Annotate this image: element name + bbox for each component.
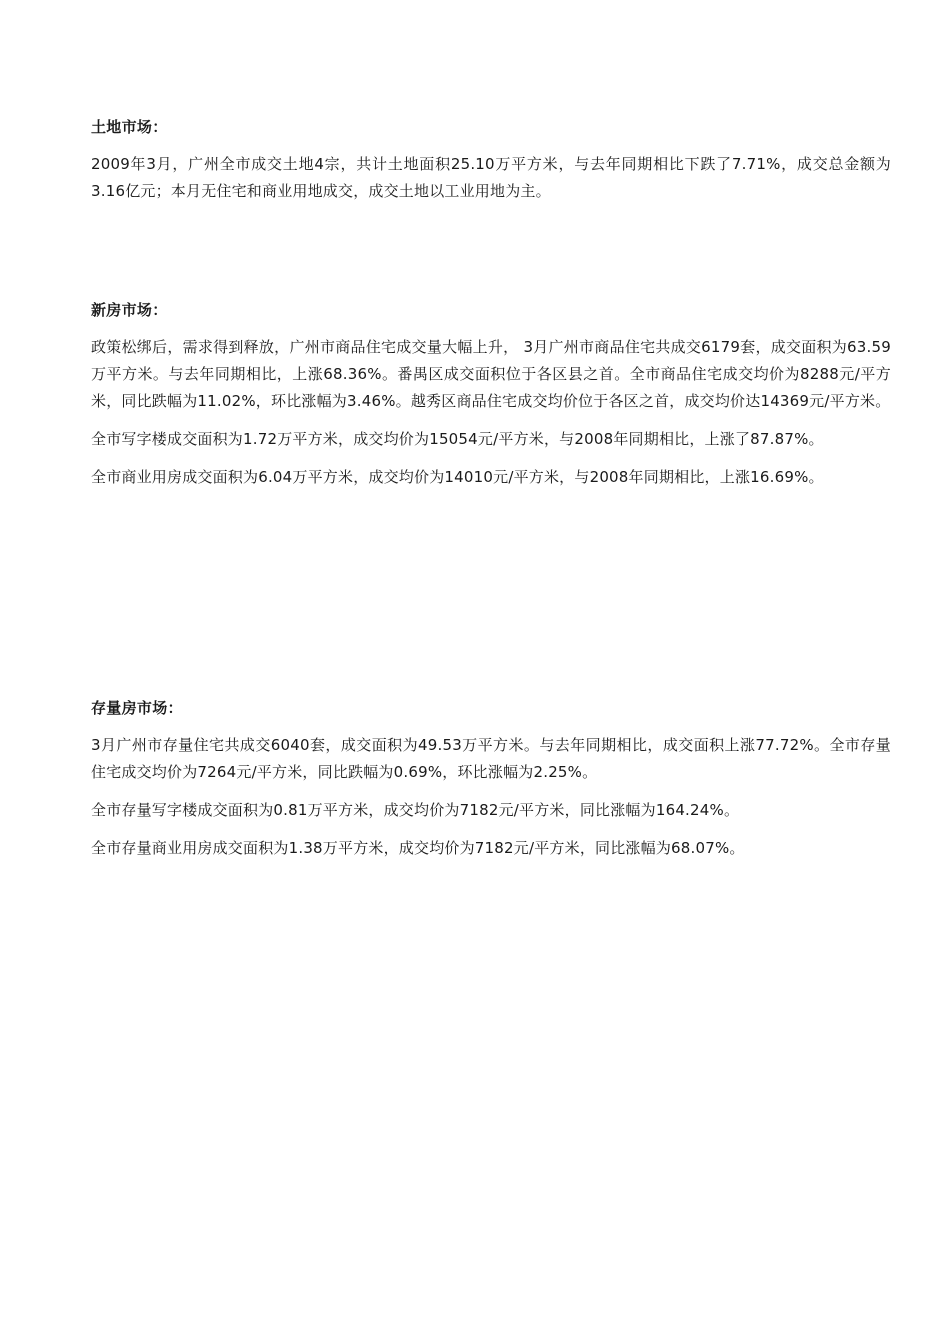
new-housing-residential-paragraph: 政策松绑后，需求得到释放，广州市商品住宅成交量大幅上升， 3月广州市商品住宅共成交6179套，成交面积为63.59万平方米。与去年同期相比，上涨68.36%。番禺区成交面积位于各区县之首。全市商品住宅成交均价为8288元/平方米，同比跌幅为11.02%，环比涨幅为3.46%。越秀区商品住宅成交均价位于各区之首，成交均价达14369元/平方米。: [91, 338, 891, 410]
stock-housing-section: [91, 698, 891, 873]
new-housing-commercial-paragraph: 全市商业用房成交面积为6.04万平方米，成交均价为14010元/平方米，与2008年同期相比，上涨16.69%。: [91, 468, 824, 486]
new-housing-section: [91, 300, 891, 502]
land-market-heading: 土地市场：: [91, 118, 168, 136]
stock-housing-heading: 存量房市场：: [91, 699, 183, 717]
stock-housing-office-paragraph: 全市存量写字楼成交面积为0.81万平方米，成交均价为7182元/平方米，同比涨幅为164.24%。: [91, 801, 740, 819]
new-housing-office-paragraph: 全市写字楼成交面积为1.72万平方米，成交均价为15054元/平方米，与2008年同期相比，上涨了87.87%。: [91, 430, 824, 448]
new-housing-heading: 新房市场：: [91, 301, 168, 319]
stock-housing-residential-paragraph: 3月广州市存量住宅共成交6040套，成交面积为49.53万平方米。与去年同期相比，成交面积上涨77.72%。全市存量住宅成交均价为7264元/平方米，同比跌幅为0.69%，环比涨幅为2.25%。: [91, 736, 891, 781]
stock-housing-commercial-paragraph: 全市存量商业用房成交面积为1.38万平方米，成交均价为7182元/平方米，同比涨幅为68.07%。: [91, 839, 745, 857]
land-market-section: [91, 117, 891, 216]
land-market-paragraph: 2009年3月，广州全市成交土地4宗，共计土地面积25.10万平方米，与去年同期相比下跌了7.71%，成交总金额为3.16亿元；本月无住宅和商业用地成交，成交土地以工业用地为主。: [91, 155, 891, 200]
